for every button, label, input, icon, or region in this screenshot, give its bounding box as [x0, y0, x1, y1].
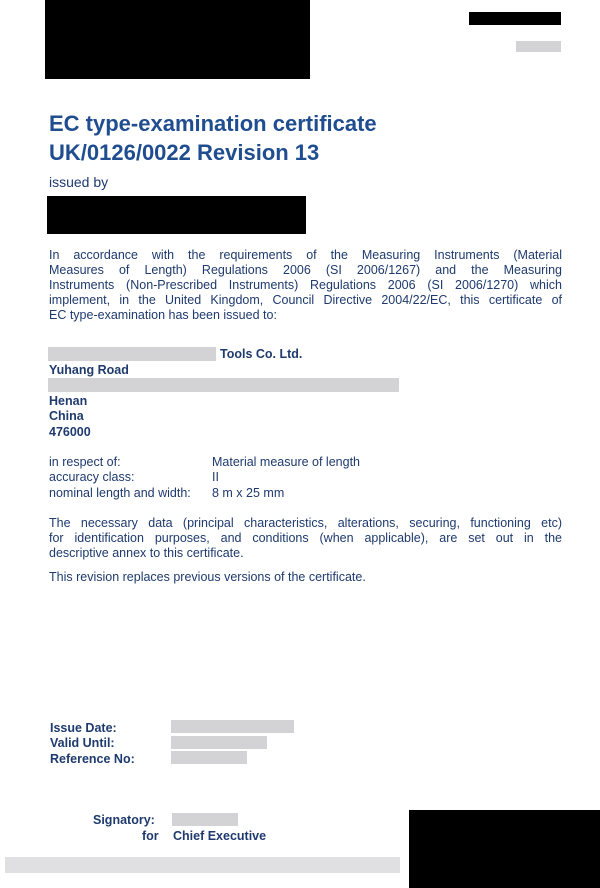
signatory-label: Signatory: [93, 813, 155, 827]
certificate-title: EC type-examination certificate [49, 111, 377, 136]
signatory-role: Chief Executive [173, 829, 267, 843]
intro-line: In accordance with the requirements of the Measuring Instruments (Material [49, 248, 562, 262]
redacted-header-text [469, 12, 561, 25]
intro-line: Instruments (Non-Prescribed Instruments) Regulations 2006 (SI 2006/1270) which [49, 278, 562, 292]
redacted-issuer [47, 196, 306, 234]
redacted-header-subtext [516, 41, 561, 52]
certificate-number: UK/0126/0022 Revision 13 [49, 140, 320, 165]
intro-paragraph [49, 248, 562, 323]
redacted-reference [171, 751, 247, 764]
details-label: nominal length and width: [49, 486, 191, 500]
details-value: Material measure of length [212, 455, 360, 469]
for-label: for [142, 829, 159, 843]
address-province: Henan [49, 394, 88, 408]
redacted-valid-until [171, 736, 267, 749]
intro-line: implement, in the United Kingdom, Council Directive 2004/22/EC, this certificate of [49, 293, 562, 307]
data-paragraph [49, 516, 562, 561]
revision-note: This revision replaces previous versions of the certificate. [49, 570, 366, 584]
details-label: in respect of: [49, 455, 121, 469]
issue-date-label: Issue Date: [50, 721, 117, 735]
details-value: 8 m x 25 mm [212, 486, 285, 500]
details-value: II [212, 470, 219, 484]
issued-by-label: issued by [49, 174, 109, 190]
address-road: Yuhang Road [49, 363, 129, 377]
data-line: The necessary data (principal characteristics, alterations, securing, functioning etc) [49, 516, 562, 530]
redacted-issue-date [171, 720, 294, 733]
reference-label: Reference No: [50, 752, 135, 766]
redacted-address-line [48, 378, 399, 392]
intro-line: EC type-examination has been issued to: [49, 308, 277, 322]
data-line: descriptive annex to this certificate. [49, 546, 244, 560]
redacted-company-name [48, 347, 216, 361]
address-country: China [49, 409, 84, 423]
valid-until-label: Valid Until: [50, 736, 115, 750]
redacted-footer-line [5, 857, 400, 873]
details-label: accuracy class: [49, 470, 135, 484]
company-suffix: Tools Co. Ltd. [220, 347, 303, 361]
redacted-signature [172, 813, 238, 826]
address-postcode: 476000 [49, 425, 91, 439]
redacted-logo-block [45, 0, 310, 79]
intro-line: Measures of Length) Regulations 2006 (SI 2006/1267) and the Measuring [49, 263, 562, 277]
data-line: for identification purposes, and conditions (when applicable), are set out in the [49, 531, 562, 545]
redacted-stamp [409, 810, 600, 888]
